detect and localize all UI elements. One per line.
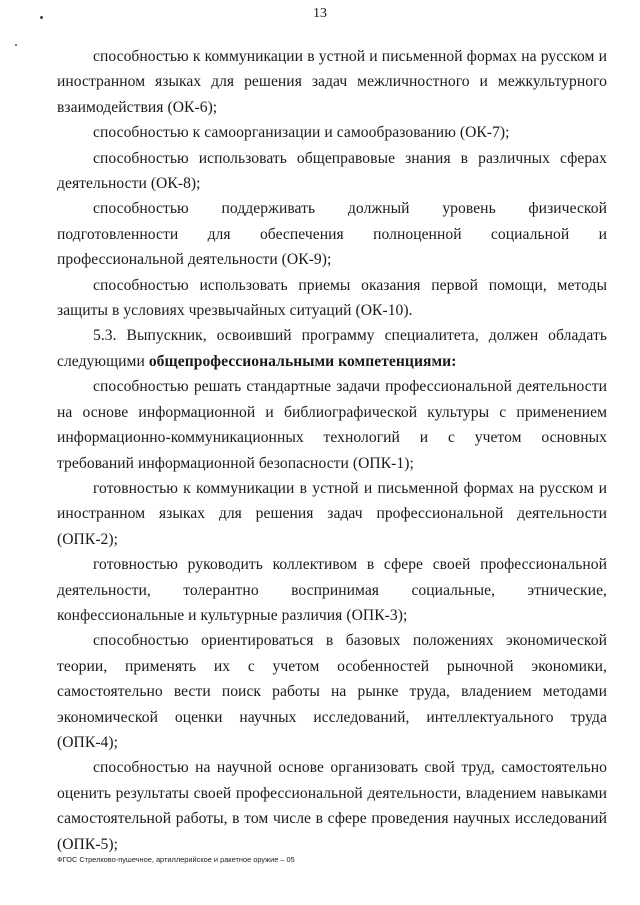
paragraph-ok-6: способностью к коммуникации в устной и письменной формах на русском и иностранном языках для решения задач межличностного и межкультурного взаимодействия (ОК-6); bbox=[57, 48, 607, 116]
paragraph-opk-2: готовностью к коммуникации в устной и письменной формах на русском и иностранном языках для решения задач профессиональной деятельности (ОПК-2); bbox=[57, 479, 607, 548]
paragraph-opk-3: готовностью руководить коллективом в сфере своей профессиональной деятельности, толерантно воспринимая социальные, этнические, конфессиональные и культурные различия (ОПК-3); bbox=[57, 556, 607, 624]
page-number: 13 bbox=[313, 6, 327, 21]
paragraph-opk-5: способностью на научной основе организовать свой труд, самостоятельно оценить результаты своей профессиональной деятельности, владением навыками самостоятельной работы, в том числе в сфере проведения научных исследований (ОПК-5); bbox=[57, 759, 607, 853]
paragraph-section-5-3: 5.3. Выпускник, освоивший программу специалитета, должен обладать следующими общепрофессиональными компетенциями: bbox=[57, 327, 607, 370]
paragraph-ok-10: способностью использовать приемы оказания первой помощи, методы защиты в условиях чрезвычайных ситуаций (ОК-10). bbox=[57, 276, 607, 320]
scan-speck bbox=[15, 44, 17, 46]
paragraph-opk-1: способностью решать стандартные задачи профессиональной деятельности на основе информационной и библиографической культуры с применением информационно-коммуникационных технологий и с учетом основных требований информационной безопасности (ОПК-1); bbox=[57, 378, 607, 472]
paragraph-opk-4: способностью ориентироваться в базовых положениях экономической теории, применять их с учетом особенностей рыночной экономики, самостоятельно вести поиск работы на рынке труда, владением методами экономической оценки научных исследований, интеллектуального труда (ОПК-4); bbox=[57, 632, 607, 751]
paragraph-ok-7: способностью к самоорганизации и самообразованию (ОК-7); bbox=[93, 124, 510, 142]
bold-term: общепрофессиональными компетенциями: bbox=[148, 352, 457, 370]
paragraph-ok-9: способностью поддерживать должный уровень физической подготовленности для обеспечения полноценной социальной и профессиональной деятельности (ОК-9); bbox=[57, 200, 607, 269]
paragraph-ok-8: способностью использовать общеправовые знания в различных сферах деятельности (ОК-8); bbox=[57, 149, 607, 193]
footer-text: ФГОС Стрелково-пушечное, артиллерийское и ракетное оружие – 05 bbox=[57, 855, 295, 864]
document-body bbox=[57, 44, 607, 857]
